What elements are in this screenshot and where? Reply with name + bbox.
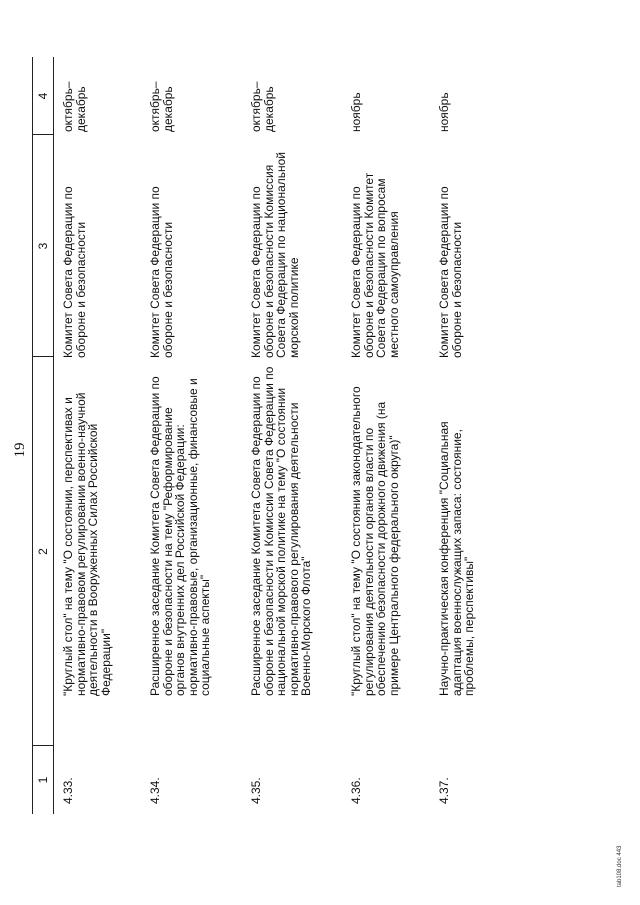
column-header-2: 2 — [36, 548, 50, 555]
event-date: октябрь–декабрь — [249, 81, 276, 132]
column-header-3: 3 — [36, 242, 50, 250]
column-header-1: 1 — [36, 776, 50, 784]
page-number: 19 — [12, 442, 28, 458]
responsible-body: Комитет Совета Федерации по обороне и безопасности Комитет Совета Федерации по вопросам местного самоуправления — [349, 172, 401, 358]
event-date: октябрь–декабрь — [61, 81, 88, 132]
row-number: 4.35. — [249, 777, 263, 804]
column-header-4: 4 — [36, 92, 50, 100]
row-number: 4.34. — [148, 777, 162, 804]
event-description: Расширенное заседание Комитета Совета Федерации по обороне и безопасности на тему "Реформирование органов внутренних дел Российской Федерации: нормативно-правовые, организационные, финансовые и социальные аспекты" — [148, 376, 213, 696]
event-description: Расширенное заседание Комитета Совета Федерации по обороне и безопасности и Комиссии Совета Федерации по национальной морской политике на тему "О состоянии нормативно-правового регулирования деятельности Военно-Морского Флота" — [249, 366, 314, 696]
row-number: 4.37. — [437, 777, 451, 804]
event-date: ноябрь — [349, 92, 363, 132]
responsible-body: Комитет Совета Федерации по обороне и безопасности — [61, 186, 88, 358]
responsible-body: Комитет Совета Федерации по обороне и безопасности Комиссия Совета Федерации по национальной морской политике — [249, 151, 301, 358]
event-description: "Круглый стол" на тему "О состоянии законодательного регулирования деятельности органов власти по обеспечению безопасности дорожного движения (на примере Центрального федерального округа)" — [349, 386, 401, 696]
event-date: ноябрь — [437, 92, 451, 132]
row-number: 4.36. — [349, 777, 363, 804]
event-date: октябрь–декабрь — [148, 81, 175, 132]
event-description: Научно-практическая конференция "Социальная адаптация военнослужащих запаса: состояние, проблемы, перспективы" — [437, 421, 477, 696]
responsible-body: Комитет Совета Федерации по обороне и безопасности — [148, 186, 175, 358]
row-number: 4.33. — [61, 777, 75, 804]
responsible-body: Комитет Совета Федерации по обороне и безопасности — [437, 186, 464, 358]
event-description: "Круглый стол" на тему "О состоянии, перспективах и нормативно-правовом регулировании военно-научной деятельности в Вооруженных Силах Российской Федерации" — [61, 392, 113, 696]
table-header — [32, 57, 54, 814]
document-code: tab108.doc 443 — [617, 845, 623, 887]
